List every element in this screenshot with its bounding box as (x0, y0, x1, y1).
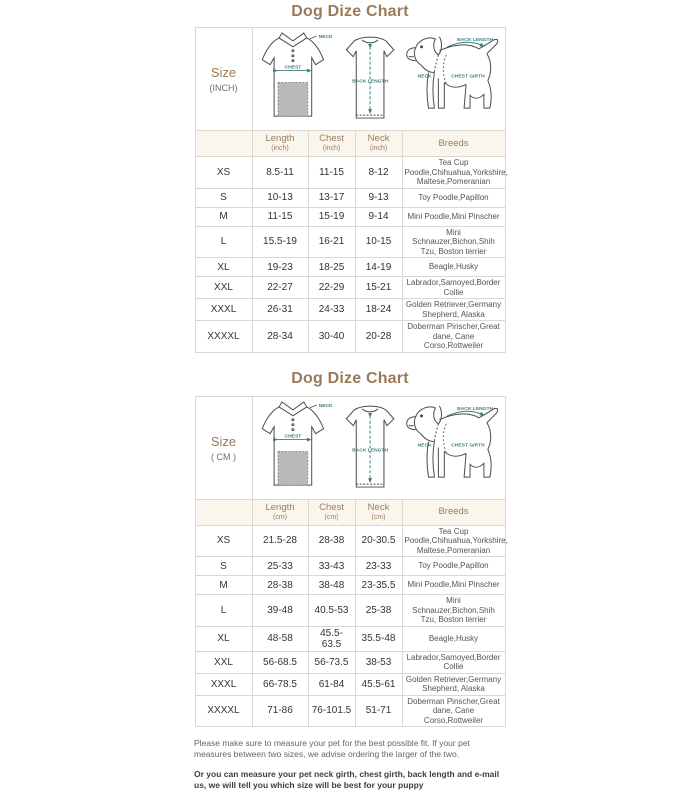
length-cell: 48-58 (252, 626, 308, 651)
neck-cell: 23-35.5 (355, 576, 402, 595)
size-table-inch (195, 27, 506, 353)
neck-cell: 45.5-61 (355, 673, 402, 695)
breeds-cell: Doberman Pinscher,Great dane, Cane Corso,Rottweiler (402, 321, 505, 353)
col-length: Length (inch) (252, 131, 308, 157)
chest-cell: 45.5-63.5 (308, 626, 355, 651)
table-row (195, 226, 505, 258)
length-cell: 25-33 (252, 557, 308, 576)
chest-cell: 18-25 (308, 258, 355, 277)
breeds-cell: Toy Poodle,Papillon (402, 557, 505, 576)
chest-cell: 33-43 (308, 557, 355, 576)
size-cell: XXL (195, 277, 252, 299)
measurement-diagram-inch (255, 29, 503, 124)
size-cell: XXL (195, 651, 252, 673)
chest-cell: 28-38 (308, 525, 355, 557)
back-length-label-shirt: BACK LENGTH (351, 447, 388, 453)
neck-cell: 35.5-48 (355, 626, 402, 651)
neck-cell: 14-19 (355, 258, 402, 277)
breeds-cell: Labrador,Samoyed,Border Collie (402, 277, 505, 299)
breeds-cell: Mini Schnauzer,Bichon,Shih Tzu, Boston terrier (402, 226, 505, 258)
size-cell: XS (195, 157, 252, 189)
chest-cell: 30-40 (308, 321, 355, 353)
length-cell: 8.5-11 (252, 157, 308, 189)
table-row (195, 651, 505, 673)
length-cell: 26-31 (252, 299, 308, 321)
table-row (195, 595, 505, 627)
neck-cell: 23-33 (355, 557, 402, 576)
measurement-diagram-cm (255, 398, 503, 493)
chest-girth-label-dog: CHEST GIRTH (450, 74, 485, 80)
size-cell: L (195, 226, 252, 258)
chest-cell: 15-19 (308, 207, 355, 226)
neck-cell: 20-28 (355, 321, 402, 353)
diagram-row (195, 28, 505, 131)
size-unit-label: ( CM ) (211, 451, 236, 462)
size-header-cell (195, 28, 252, 131)
chest-label: CHEST (284, 65, 301, 71)
size-cell: XXXL (195, 673, 252, 695)
size-cell: S (195, 557, 252, 576)
size-cell: L (195, 595, 252, 627)
chest-cell: 76-101.5 (308, 695, 355, 727)
column-header-row (195, 499, 505, 525)
table-row (195, 299, 505, 321)
length-cell: 28-38 (252, 576, 308, 595)
length-cell: 56-68.5 (252, 651, 308, 673)
empty-header-cell (195, 499, 252, 525)
front-shirt-diagram (262, 401, 333, 484)
length-cell: 21.5-28 (252, 525, 308, 557)
size-label: Size (210, 433, 237, 449)
table-row (195, 207, 505, 226)
size-cell: M (195, 207, 252, 226)
breeds-cell: Tea Cup Poodle,Chihuahua,Yorkshire, Maltese,Pomeranian (402, 157, 505, 189)
back-length-label-dog: BACK LENGTH (456, 406, 493, 412)
size-cell: XXXL (195, 299, 252, 321)
size-header-cell (195, 396, 252, 499)
neck-cell: 10-15 (355, 226, 402, 258)
size-unit-label: (INCH) (209, 83, 238, 93)
table-row (195, 525, 505, 557)
size-chart-page (194, 0, 506, 791)
table-row (195, 258, 505, 277)
breeds-cell: Golden Retriever,Germany Shepherd, Alaska (402, 299, 505, 321)
breeds-cell: Mini Schnauzer,Bichon,Shih Tzu, Boston terrier (402, 595, 505, 627)
breeds-cell: Beagle,Husky (402, 258, 505, 277)
neck-cell: 9-14 (355, 207, 402, 226)
table-row (195, 673, 505, 695)
neck-cell: 38-53 (355, 651, 402, 673)
neck-cell: 15-21 (355, 277, 402, 299)
front-shirt-diagram (262, 33, 333, 116)
length-cell: 28-34 (252, 321, 308, 353)
chest-cell: 11-15 (308, 157, 355, 189)
measurement-diagram-cell (252, 396, 505, 499)
size-cell: M (195, 576, 252, 595)
col-chest: Chest (cm) (308, 499, 355, 525)
neck-cell: 25-38 (355, 595, 402, 627)
breeds-cell: Toy Poodle,Papillon (402, 188, 505, 207)
measure-advice-note: Please make sure to measure your pet for the best possible fit. If your pet measures between two sizes, we advise ordering the larger of the two. (194, 738, 470, 759)
chest-cell: 16-21 (308, 226, 355, 258)
chest-cell: 22-29 (308, 277, 355, 299)
neck-label-dog: NECK (417, 74, 432, 80)
col-neck: Neck (inch) (355, 131, 402, 157)
chest-girth-label-dog: CHEST GIRTH (450, 442, 485, 448)
chest-label: CHEST (284, 434, 301, 440)
length-cell: 19-23 (252, 258, 308, 277)
back-length-label-shirt: BACK LENGTH (351, 79, 388, 85)
col-length: Length (cm) (252, 499, 308, 525)
table-row (195, 188, 505, 207)
chest-cell: 38-48 (308, 576, 355, 595)
table-row (195, 157, 505, 189)
diagram-row (195, 396, 505, 499)
length-cell: 39-48 (252, 595, 308, 627)
table-row (195, 576, 505, 595)
length-cell: 66-78.5 (252, 673, 308, 695)
breeds-cell: Golden Retriever,Germany Shepherd, Alaska (402, 673, 505, 695)
table-row (195, 557, 505, 576)
size-cell: XS (195, 525, 252, 557)
length-cell: 71-86 (252, 695, 308, 727)
neck-label-dog: NECK (417, 442, 432, 448)
column-header-row (195, 131, 505, 157)
breeds-cell: Mini Poodle,Mini Pinscher (402, 576, 505, 595)
neck-label-front: NECK (318, 34, 333, 40)
back-shirt-diagram (346, 37, 394, 118)
neck-cell: 9-13 (355, 188, 402, 207)
size-cell: XXXXL (195, 695, 252, 727)
col-breeds: Breeds (402, 131, 505, 157)
back-length-label-dog: BACK LENGTH (456, 37, 493, 43)
length-cell: 10-13 (252, 188, 308, 207)
breeds-cell: Doberman Pinscher,Great dane, Cane Corso,Rottweiler (402, 695, 505, 727)
breeds-cell: Labrador,Samoyed,Border Collie (402, 651, 505, 673)
col-neck: Neck (cm) (355, 499, 402, 525)
neck-cell: 18-24 (355, 299, 402, 321)
col-chest: Chest (inch) (308, 131, 355, 157)
back-shirt-diagram (346, 406, 394, 487)
chest-cell: 61-84 (308, 673, 355, 695)
size-table-cm (195, 396, 506, 728)
neck-cell: 20-30.5 (355, 525, 402, 557)
empty-header-cell (195, 131, 252, 157)
col-breeds: Breeds (402, 499, 505, 525)
neck-label-front: NECK (318, 403, 333, 409)
email-us-note: Or you can measure your pet neck girth, chest girth, back length and e-mail us, we will tell you which size will be best for your puppy (194, 769, 500, 790)
dog-diagram (406, 405, 497, 476)
page-title-cm: Dog Dize Chart (291, 369, 409, 387)
size-cell: S (195, 188, 252, 207)
size-cell: XL (195, 258, 252, 277)
chest-cell: 13-17 (308, 188, 355, 207)
breeds-cell: Beagle,Husky (402, 626, 505, 651)
chest-cell: 24-33 (308, 299, 355, 321)
size-cell: XL (195, 626, 252, 651)
measurement-diagram-cell (252, 28, 505, 131)
length-cell: 15.5-19 (252, 226, 308, 258)
chest-cell: 40.5-53 (308, 595, 355, 627)
table-row (195, 277, 505, 299)
breeds-cell: Tea Cup Poodle,Chihuahua,Yorkshire, Maltese,Pomeranian (402, 525, 505, 557)
length-cell: 11-15 (252, 207, 308, 226)
dog-diagram (406, 37, 497, 108)
footer-notes (194, 738, 506, 791)
length-cell: 22-27 (252, 277, 308, 299)
neck-cell: 8-12 (355, 157, 402, 189)
chest-cell: 56-73.5 (308, 651, 355, 673)
size-cell: XXXXL (195, 321, 252, 353)
neck-cell: 51-71 (355, 695, 402, 727)
table-row (195, 626, 505, 651)
breeds-cell: Mini Poodle,Mini Pinscher (402, 207, 505, 226)
size-label: Size (210, 65, 237, 80)
table-row (195, 321, 505, 353)
page-title-inch: Dog Dize Chart (291, 3, 409, 20)
